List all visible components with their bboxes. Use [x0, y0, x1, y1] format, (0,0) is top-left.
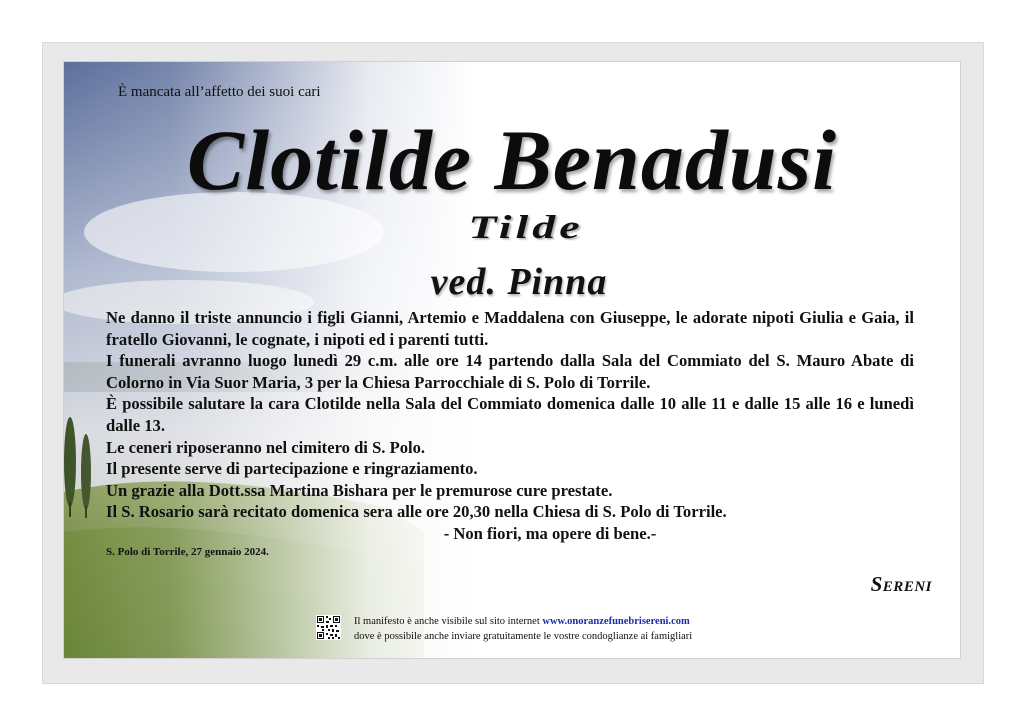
intro-line: È mancata all’affetto dei suoi cari — [118, 84, 321, 100]
funeral-home-logo: Sereni — [870, 572, 932, 596]
obituary-poster — [64, 62, 960, 658]
announcement-text — [106, 307, 914, 545]
announcement-paragraph: Un grazie alla Dott.ssa Martina Bishara per le premurose cure prestate. — [106, 480, 613, 500]
website-link[interactable]: www.onoranzefunebrisereni.com — [542, 616, 690, 627]
footer-text: Il manifesto è anche visibile sul sito internet — [354, 616, 540, 627]
footer-note — [354, 614, 834, 644]
deceased-name: Clotilde Benadusi — [186, 112, 838, 208]
widow-of-line: ved. Pinna — [430, 261, 608, 303]
deceased-nickname: Tilde — [468, 208, 584, 246]
announcement-paragraph: Le ceneri riposeranno nel cimitero di S. Polo. — [106, 437, 426, 457]
motto-line: - Non fiori, ma opere di bene.- — [443, 523, 657, 543]
qr-code-icon[interactable] — [316, 615, 341, 640]
announcement-paragraph: È possibile salutare la cara Clotilde nella Sala del Commiato domenica dalle 10 alle 11 e dalle 15 alle 16 e lunedì dalle 13. — [106, 394, 914, 435]
announcement-paragraph: I funerali avranno luogo lunedì 29 c.m. alle ore 14 partendo dalla Sala del Commiato del S. Mauro Abate di Colorno in Via Suor Maria, 3 per la Chiesa Parrocchiale di S. Polo di Torrile. — [106, 351, 914, 392]
announcement-paragraph: Ne danno il triste annuncio i figli Gianni, Artemio e Maddalena con Giuseppe, le adorate nipoti Giulia e Gaia, il fratello Giovanni, le cognate, i nipoti ed i parenti tutti. — [106, 308, 914, 349]
announcement-paragraph: Il presente serve di partecipazione e ringraziamento. — [106, 459, 478, 479]
footer-line-2: dove è possibile anche inviare gratuitamente le vostre condoglianze ai famigliari — [354, 631, 693, 642]
announcement-paragraph: Il S. Rosario sarà recitato domenica sera alle ore 20,30 nella Chiesa di S. Polo di Torrile. — [106, 502, 727, 522]
notice-content — [64, 62, 960, 658]
place-date: S. Polo di Torrile, 27 gennaio 2024. — [106, 546, 269, 558]
footer-line-1 — [354, 614, 834, 629]
